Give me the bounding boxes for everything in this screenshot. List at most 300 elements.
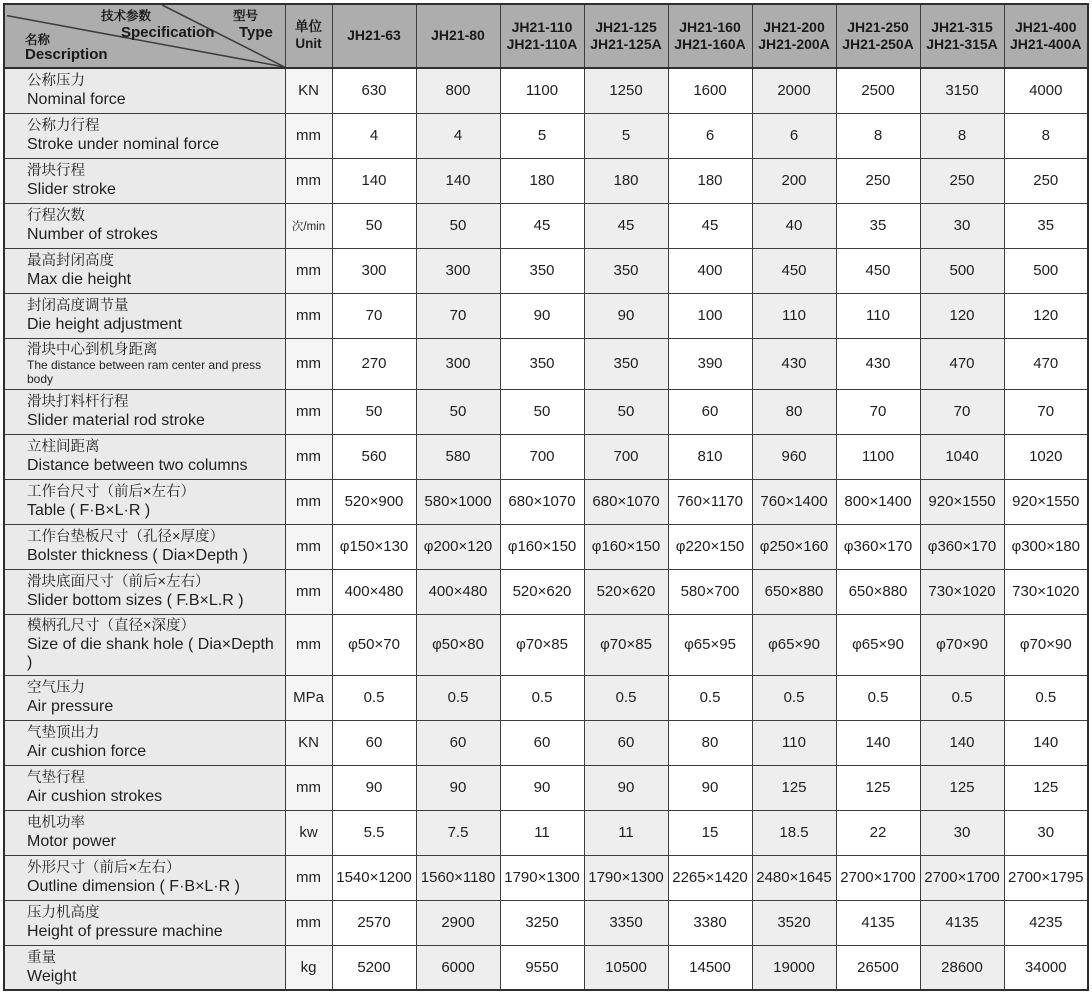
value-cell: 2900 [416,900,500,945]
value-cell: 11 [584,810,668,855]
value-cell: 90 [332,765,416,810]
value-cell: φ160×150 [584,524,668,569]
table-row [4,203,1088,248]
value-cell: 810 [668,434,752,479]
value-cell: 70 [836,389,920,434]
value-cell: 0.5 [752,675,836,720]
value-cell: 520×620 [584,569,668,614]
row-label-en: Air cushion strokes [27,787,163,805]
value-cell: 11 [500,810,584,855]
value-cell: 520×620 [500,569,584,614]
row-label-zh: 最高封闭高度 [27,252,114,269]
value-cell: 3250 [500,900,584,945]
unit-cell: mm [285,614,332,675]
value-cell: 580×1000 [416,479,500,524]
value-cell: 0.5 [332,675,416,720]
table-row [4,389,1088,434]
value-cell: 1100 [836,434,920,479]
row-label-zh: 压力机高度 [27,904,100,921]
value-cell: 140 [1004,720,1088,765]
value-cell: 2700×1700 [836,855,920,900]
value-cell: 800 [416,68,500,113]
table-row [4,158,1088,203]
header-row [4,4,1088,68]
value-cell: 90 [500,293,584,338]
value-cell: 19000 [752,945,836,990]
value-cell: 4 [416,113,500,158]
row-label-zh: 公称力行程 [27,117,100,134]
model-column-header [836,4,920,68]
row-label-en: Slider bottom sizes ( F.B×L.R ) [27,592,244,610]
value-cell: 3380 [668,900,752,945]
unit-cell: mm [285,248,332,293]
value-cell: φ70×90 [920,614,1004,675]
value-cell: 6 [668,113,752,158]
value-cell: 700 [584,434,668,479]
value-cell: 560 [332,434,416,479]
unit-cell: 次/min [285,203,332,248]
value-cell: 80 [752,389,836,434]
value-cell: 140 [332,158,416,203]
table-row [4,675,1088,720]
value-cell: 15 [668,810,752,855]
value-cell: 1020 [1004,434,1088,479]
model-name: JH21-160A [674,36,746,52]
corner-name-en: Description [25,46,108,63]
model-column-header [920,4,1004,68]
model-name: JH21-250 [847,18,909,35]
table-row [4,765,1088,810]
unit-cell: mm [285,113,332,158]
value-cell: 250 [836,158,920,203]
row-label-cell [4,900,285,945]
model-column-header [1004,4,1088,68]
value-cell: 5200 [332,945,416,990]
table-row [4,248,1088,293]
value-cell: 2500 [836,68,920,113]
value-cell: φ50×80 [416,614,500,675]
row-label-en: Stroke under nominal force [27,135,220,153]
model-name: JH21-315 [931,18,993,35]
row-label-cell [4,720,285,765]
model-column-header [752,4,836,68]
table-row [4,338,1088,389]
row-label-cell [4,614,285,675]
value-cell: 180 [500,158,584,203]
value-cell: 760×1170 [668,479,752,524]
value-cell: 350 [584,248,668,293]
value-cell: 630 [332,68,416,113]
unit-cell: mm [285,900,332,945]
value-cell: 4135 [836,900,920,945]
unit-cell: mm [285,765,332,810]
value-cell: 680×1070 [584,479,668,524]
value-cell: 35 [1004,203,1088,248]
value-cell: 470 [920,338,1004,389]
unit-cell: mm [285,338,332,389]
unit-cell: mm [285,569,332,614]
row-label-zh: 封闭高度调节量 [27,297,129,314]
row-label-cell [4,945,285,990]
row-label-zh: 气垫顶出力 [27,724,100,741]
value-cell: 4235 [1004,900,1088,945]
row-label-en: Die height adjustment [27,315,182,333]
corner-spec-en: Specification [121,24,215,41]
value-cell: φ65×90 [752,614,836,675]
value-cell: 50 [332,203,416,248]
value-cell: 28600 [920,945,1004,990]
value-cell: 180 [668,158,752,203]
model-name: JH21-400 [1015,18,1077,35]
value-cell: 45 [500,203,584,248]
row-label-en: The distance between ram center and press body [27,358,262,387]
value-cell: 80 [668,720,752,765]
value-cell: 14500 [668,945,752,990]
value-cell: φ70×85 [584,614,668,675]
value-cell: 60 [584,720,668,765]
unit-header-en: Unit [295,36,322,51]
value-cell: 800×1400 [836,479,920,524]
value-cell: 125 [920,765,1004,810]
value-cell: 35 [836,203,920,248]
row-label-cell [4,765,285,810]
value-cell: 4000 [1004,68,1088,113]
value-cell: φ220×150 [668,524,752,569]
value-cell: 120 [920,293,1004,338]
value-cell: 520×900 [332,479,416,524]
value-cell: 4 [332,113,416,158]
value-cell: 60 [668,389,752,434]
row-label-cell [4,68,285,113]
row-label-en: Distance between two columns [27,457,248,475]
row-label-en: Number of strokes [27,225,158,243]
unit-cell: mm [285,389,332,434]
model-name: JH21-200 [763,18,825,35]
value-cell: 1540×1200 [332,855,416,900]
value-cell: 45 [584,203,668,248]
model-column-header [332,4,416,68]
value-cell: 100 [668,293,752,338]
value-cell: 140 [836,720,920,765]
table-row [4,113,1088,158]
value-cell: φ150×130 [332,524,416,569]
value-cell: 760×1400 [752,479,836,524]
value-cell: 1040 [920,434,1004,479]
value-cell: 3150 [920,68,1004,113]
value-cell: 10500 [584,945,668,990]
value-cell: 390 [668,338,752,389]
value-cell: 350 [500,338,584,389]
value-cell: 2000 [752,68,836,113]
value-cell: 1790×1300 [500,855,584,900]
table-row [4,479,1088,524]
value-cell: 50 [584,389,668,434]
value-cell: 300 [416,338,500,389]
value-cell: 2700×1795 [1004,855,1088,900]
row-label-cell [4,524,285,569]
value-cell: 0.5 [668,675,752,720]
value-cell: 1250 [584,68,668,113]
value-cell: 70 [1004,389,1088,434]
table-row [4,434,1088,479]
row-label-en: Air pressure [27,697,114,715]
corner-header [4,4,285,68]
model-name: JH21-250A [842,36,914,52]
value-cell: 700 [500,434,584,479]
unit-cell: mm [285,479,332,524]
row-label-cell [4,293,285,338]
value-cell: φ360×170 [836,524,920,569]
value-cell: 1100 [500,68,584,113]
value-cell: 125 [752,765,836,810]
value-cell: 3350 [584,900,668,945]
row-label-en: Height of pressure machine [27,922,223,940]
model-name: JH21-110 [511,18,573,35]
value-cell: 680×1070 [500,479,584,524]
value-cell: 5.5 [332,810,416,855]
table-row [4,524,1088,569]
value-cell: 2265×1420 [668,855,752,900]
value-cell: φ160×150 [500,524,584,569]
value-cell: 200 [752,158,836,203]
table-row [4,945,1088,990]
row-label-cell [4,338,285,389]
value-cell: 60 [500,720,584,765]
value-cell: 1560×1180 [416,855,500,900]
value-cell: φ200×120 [416,524,500,569]
value-cell: 9550 [500,945,584,990]
row-label-cell [4,113,285,158]
table-row [4,293,1088,338]
value-cell: φ250×160 [752,524,836,569]
value-cell: 400 [668,248,752,293]
row-label-en: Max die height [27,270,132,288]
value-cell: 60 [332,720,416,765]
table-row [4,614,1088,675]
value-cell: 90 [584,765,668,810]
value-cell: 0.5 [1004,675,1088,720]
value-cell: 8 [836,113,920,158]
value-cell: 90 [668,765,752,810]
value-cell: 400×480 [416,569,500,614]
value-cell: 180 [584,158,668,203]
model-name: JH21-315A [926,36,998,52]
unit-column-header [285,4,332,68]
row-label-en: Air cushion force [27,742,147,760]
value-cell: φ300×180 [1004,524,1088,569]
value-cell: φ65×95 [668,614,752,675]
value-cell: 250 [920,158,1004,203]
unit-cell: KN [285,68,332,113]
corner-type-zh: 型号 [233,9,259,23]
value-cell: 730×1020 [1004,569,1088,614]
value-cell: 2480×1645 [752,855,836,900]
row-label-cell [4,389,285,434]
row-label-zh: 空气压力 [27,679,85,696]
model-name: JH21-400A [1009,36,1082,52]
unit-header-zh: 单位 [295,19,322,35]
value-cell: 110 [752,720,836,765]
model-name: JH21-160 [679,18,741,35]
row-label-zh: 立柱间距离 [27,439,100,456]
row-label-en: Bolster thickness ( Dia×Depth ) [27,547,248,565]
value-cell: 580 [416,434,500,479]
row-label-en: Slider stroke [27,180,116,198]
value-cell: 650×880 [752,569,836,614]
row-label-zh: 滑块行程 [27,162,85,179]
value-cell: 0.5 [500,675,584,720]
value-cell: 3520 [752,900,836,945]
value-cell: 8 [920,113,1004,158]
value-cell: 300 [332,248,416,293]
value-cell: 0.5 [416,675,500,720]
row-label-cell [4,203,285,248]
row-label-cell [4,810,285,855]
table-row [4,569,1088,614]
row-label-cell [4,675,285,720]
unit-cell: mm [285,855,332,900]
row-label-zh: 行程次数 [27,207,85,224]
table-row [4,810,1088,855]
row-label-en: Slider material rod stroke [27,412,205,430]
row-label-en: Outline dimension ( F·B×L·R ) [27,877,240,895]
row-label-zh: 重量 [27,949,56,966]
value-cell: 140 [920,720,1004,765]
model-column-header [500,4,584,68]
row-label-en: Weight [27,967,77,985]
value-cell: 70 [416,293,500,338]
value-cell: 90 [584,293,668,338]
value-cell: 350 [584,338,668,389]
value-cell: 450 [752,248,836,293]
value-cell: 960 [752,434,836,479]
value-cell: 5 [584,113,668,158]
value-cell: 730×1020 [920,569,1004,614]
value-cell: 110 [836,293,920,338]
unit-cell: mm [285,434,332,479]
value-cell: φ65×90 [836,614,920,675]
row-label-cell [4,158,285,203]
value-cell: 40 [752,203,836,248]
table-row [4,720,1088,765]
value-cell: 0.5 [836,675,920,720]
unit-cell: kg [285,945,332,990]
spec-table [3,3,1089,991]
value-cell: 500 [920,248,1004,293]
row-label-zh: 工作台垫板尺寸（孔径×厚度） [27,529,224,546]
row-label-cell [4,855,285,900]
value-cell: φ70×85 [500,614,584,675]
unit-cell: KN [285,720,332,765]
value-cell: 50 [416,203,500,248]
value-cell: 70 [332,293,416,338]
value-cell: 90 [500,765,584,810]
value-cell: 1600 [668,68,752,113]
table-row [4,855,1088,900]
corner-type-en: Type [239,24,273,41]
unit-cell: kw [285,810,332,855]
value-cell: 120 [1004,293,1088,338]
value-cell: 2570 [332,900,416,945]
model-name: JH21-80 [431,27,485,44]
value-cell: 140 [416,158,500,203]
value-cell: φ360×170 [920,524,1004,569]
value-cell: φ70×90 [1004,614,1088,675]
value-cell: 50 [416,389,500,434]
value-cell: 7.5 [416,810,500,855]
value-cell: 1790×1300 [584,855,668,900]
unit-cell: MPa [285,675,332,720]
model-name: JH21-63 [347,27,401,44]
value-cell: 125 [836,765,920,810]
value-cell: 270 [332,338,416,389]
value-cell: 4135 [920,900,1004,945]
row-label-cell [4,434,285,479]
value-cell: 300 [416,248,500,293]
value-cell: 350 [500,248,584,293]
model-column-header [668,4,752,68]
value-cell: φ50×70 [332,614,416,675]
value-cell: 125 [1004,765,1088,810]
row-label-en: Table ( F·B×L·R ) [27,502,151,520]
value-cell: 34000 [1004,945,1088,990]
model-name: JH21-125A [590,36,662,52]
value-cell: 50 [500,389,584,434]
row-label-en: Size of die shank hole ( Dia×Depth ) [27,635,274,672]
model-column-header [416,4,500,68]
value-cell: 580×700 [668,569,752,614]
value-cell: 70 [920,389,1004,434]
unit-cell: mm [285,293,332,338]
row-label-cell [4,479,285,524]
row-label-zh: 公称压力 [27,73,85,90]
table-row [4,900,1088,945]
unit-cell: mm [285,158,332,203]
row-label-zh: 电机功率 [27,814,85,831]
value-cell: 90 [416,765,500,810]
value-cell: 0.5 [920,675,1004,720]
value-cell: 430 [836,338,920,389]
value-cell: 60 [416,720,500,765]
row-label-zh: 模柄孔尺寸（直径×深度） [27,617,195,634]
value-cell: 650×880 [836,569,920,614]
value-cell: 5 [500,113,584,158]
row-label-zh: 工作台尺寸（前后×左右） [27,484,195,501]
value-cell: 450 [836,248,920,293]
value-cell: 920×1550 [920,479,1004,524]
row-label-cell [4,569,285,614]
value-cell: 30 [920,810,1004,855]
unit-cell: mm [285,524,332,569]
corner-name-zh: 名称 [25,33,51,47]
row-label-zh: 滑块底面尺寸（前后×左右） [27,574,210,591]
value-cell: 2700×1700 [920,855,1004,900]
row-label-zh: 滑块中心到机身距离 [27,341,158,358]
value-cell: 920×1550 [1004,479,1088,524]
value-cell: 22 [836,810,920,855]
corner-spec-zh: 技术参数 [101,9,152,23]
value-cell: 26500 [836,945,920,990]
value-cell: 110 [752,293,836,338]
value-cell: 50 [332,389,416,434]
value-cell: 6 [752,113,836,158]
value-cell: 500 [1004,248,1088,293]
row-label-cell [4,248,285,293]
value-cell: 400×480 [332,569,416,614]
row-label-zh: 滑块打料杆行程 [27,394,129,411]
value-cell: 45 [668,203,752,248]
row-label-zh: 外形尺寸（前后×左右） [27,859,181,876]
